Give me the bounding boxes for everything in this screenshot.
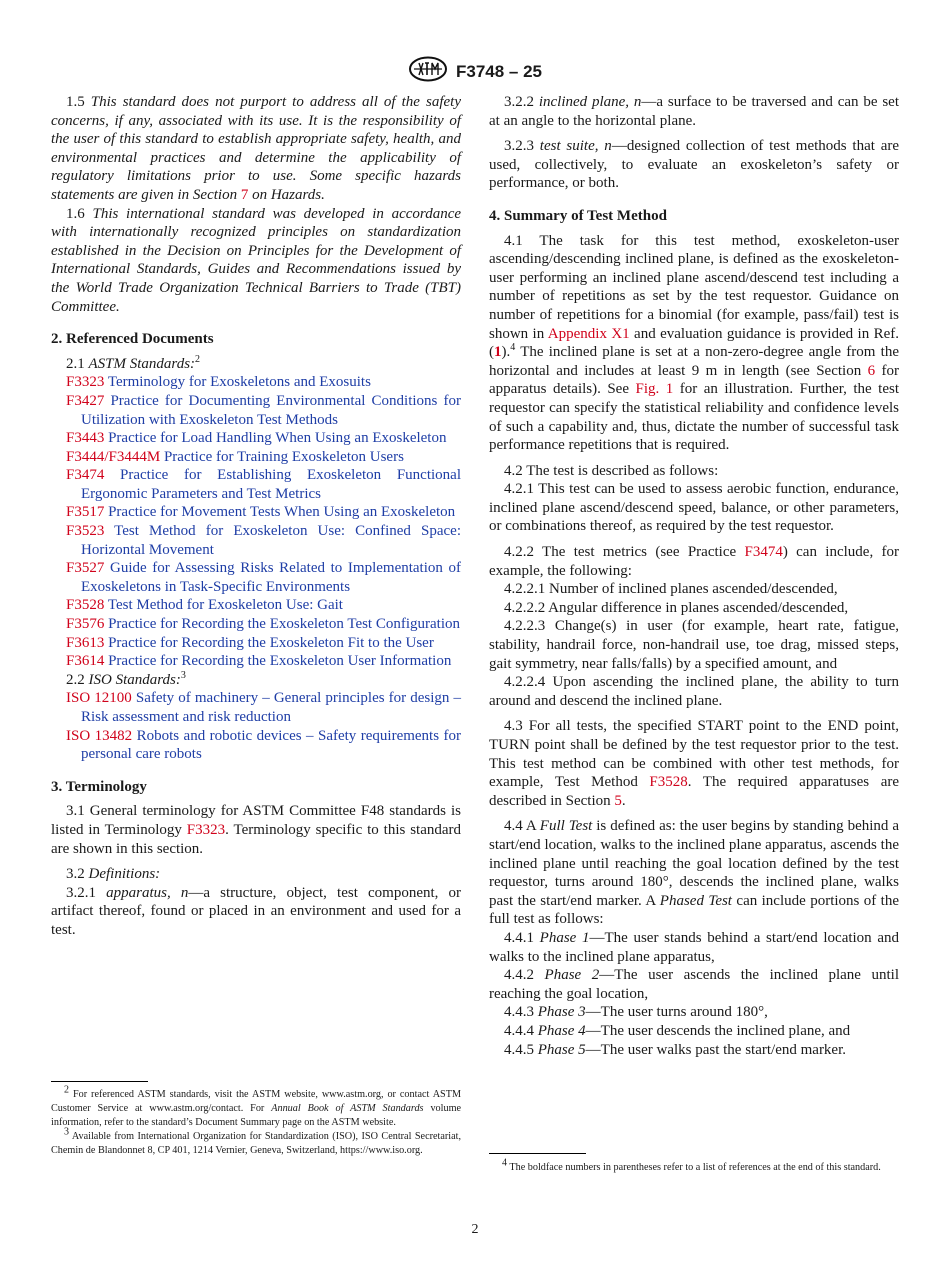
paragraph-4-3: 4.3 For all tests, the specified START point to the END point, TURN point shall be defined by the test requestor prior to the test. This test method can be combined with other test methods, for example, Test Method F3528. The required apparatuses are described in Section 5.: [489, 718, 900, 809]
paragraph-4-2-2-2: 4.2.2.2 Angular difference in planes ascended/descended,: [504, 599, 849, 616]
reference-item: [51, 429, 461, 448]
f3323-link[interactable]: F3323: [186, 821, 226, 838]
paragraph-3-2: 3.2 Definitions:: [66, 866, 161, 883]
f3528-link[interactable]: F3528: [649, 774, 688, 791]
phase-item: 4.4.3 Phase 3—The user turns around 180°,: [504, 1004, 768, 1021]
reference-code-link[interactable]: F3576: [66, 616, 105, 633]
reference-item: [51, 466, 461, 503]
section-7-link[interactable]: 7: [240, 186, 249, 203]
paragraph-3-2-3: 3.2.3 test suite, n—designed collection of test methods that are used, collectively, to evaluate an exoskeleton’s safety or performance, or both.: [489, 138, 900, 192]
reference-title-link[interactable]: Practice for Training Exoskeleton Users: [163, 448, 404, 465]
page-number: 2: [471, 1222, 479, 1237]
right-footnotes: [489, 1157, 899, 1175]
footnote-3: $^3$ Available from International Organization for Standardization (ISO), ISO Central Secretariat, Chemin de Blandonnet 8, CP 401, 1214 Vernier, Geneva, Switzerland, https://www.iso.org.: [51, 1126, 461, 1156]
phase-item: 4.4.2 Phase 2—The user ascends the inclined plane until reaching the goal location,: [489, 967, 899, 1002]
paragraph-4-4: 4.4 A Full Test is defined as: the user begins by standing behind a start/end location, walks to the inclined plane apparatus, ascends the inclined plane until reaching the goal location defined by the test requestor, turns around 180°, descends the inclined plane, walks past the start/end marker. A Phased Test can include portions of the full test as follows:: [489, 818, 900, 928]
reference-item: [51, 448, 461, 467]
reference-code-link[interactable]: F3517: [66, 504, 105, 521]
reference-code-link[interactable]: F3527: [66, 560, 105, 577]
phase-list: [489, 929, 899, 1059]
reference-item: [51, 727, 461, 764]
page-header: [0, 56, 950, 87]
paragraph-1-6: 1.6 This international standard was developed in accordance with internationally recognized principles on standardization established in the Decision on Principles for the Development of International Standards, Guides and Recommendations issued by the World Trade Organization Technical Barriers to Trade (TBT) Committee.: [51, 205, 462, 315]
paragraph-1-5: 1.5 This standard does not purport to address all of the safety concerns, if any, associated with its use. It is the responsibility of the user of this standard to establish appropriate safety, health, and environmental practices and determine the applicability of regulatory limitations prior to use. Some specific hazards statements are given in Section 7 on Hazards.: [51, 94, 461, 203]
paragraph-4-2-2: 4.2.2 The test metrics (see Practice F3474) can include, for example, the following:: [489, 544, 900, 579]
paragraph-4-1: 4.1 The task for this test method, exoskeleton-user ascending/descending inclined plane, is defined as the exoskeleton-user performing an inclined plane ascend/descend test including a number of repetitions as set by the test requestor. Guidance on number of repetitions for a binomial (for example, pass/fail) test is shown in Appendix X1 and evaluation guidance is provided in Ref. (1).$^4$ The inclined plane is set at a non-zero-degree angle from the horizontal and includes at least 9 m in length (see Section 6 for apparatus details). See Fig. 1 for an illustration. Further, the test requestor can specify the statistical reliability and confidence levels of such a capability and, thus, dictate the number of successful task performance repetitions that is required.: [489, 232, 900, 454]
reference-item: [51, 652, 461, 671]
phase-item: 4.4.5 Phase 5—The user walks past the start/end marker.: [504, 1041, 847, 1058]
reference-code-link[interactable]: F3427: [66, 392, 105, 409]
paragraph-2-2: 2.2 ISO Standards:$^3$: [66, 669, 186, 688]
paragraph-4-2-1: 4.2.1 This test can be used to assess aerobic function, endurance, inclined plane ascend/descend speed, balance, or other parameters, or combinations thereof, as required by the test requestor.: [489, 481, 899, 535]
astm-logo-icon: [408, 56, 448, 87]
reference-code-link[interactable]: F3444/F3444M: [66, 448, 161, 465]
reference-code-link[interactable]: F3613: [66, 634, 105, 651]
reference-title-link[interactable]: Practice for Load Handling When Using an Exoskeleton: [108, 430, 447, 447]
reference-code-link[interactable]: F3528: [66, 597, 105, 614]
reference-item: [51, 392, 461, 429]
paragraph-3-1: 3.1 General terminology for ASTM Committee F48 standards is listed in Terminology F3323. Terminology specific to this standard are shown in this section.: [51, 803, 462, 857]
reference-title-link[interactable]: Practice for Recording the Exoskeleton User Information: [108, 653, 452, 670]
paragraph-3-2-2: 3.2.2 inclined plane, n—a surface to be traversed and can be set at an angle to the horizontal plane.: [489, 94, 899, 129]
astm-reference-list: [51, 373, 461, 671]
reference-code-link[interactable]: F3523: [66, 523, 105, 540]
ref-1-link[interactable]: 1: [494, 344, 502, 361]
reference-item: [51, 373, 461, 392]
f3474-link[interactable]: F3474: [744, 544, 783, 561]
reference-item: [51, 522, 461, 559]
reference-code-link[interactable]: ISO 13482: [66, 727, 133, 744]
reference-title-link[interactable]: Practice for Documenting Environmental Conditions for Utilization with Exoskeleton Test Methods: [81, 392, 462, 428]
reference-title-link[interactable]: Safety of machinery – General principles for design – Risk assessment and risk reduction: [81, 690, 461, 725]
footnote-2: $^2$ For referenced ASTM standards, visit the ASTM website, www.astm.org, or contact ASTM Customer Service at www.astm.org/contact. For Annual Book of ASTM Standards volume information, refer to the standard’s Document Summary page on the ASTM website.: [51, 1084, 462, 1128]
reference-code-link[interactable]: F3614: [66, 653, 105, 670]
section-2-heading: 2. Referenced Documents: [51, 331, 214, 348]
left-footnotes: [51, 1084, 462, 1158]
reference-code-link[interactable]: ISO 12100: [66, 690, 132, 707]
left-column: [51, 93, 461, 940]
reference-item: [51, 615, 461, 634]
section-3-heading: 3. Terminology: [51, 778, 147, 795]
reference-title-link[interactable]: Test Method for Exoskeleton Use: Confined Space: Horizontal Movement: [81, 523, 461, 558]
reference-code-link[interactable]: F3474: [66, 467, 105, 484]
appendix-x1-link[interactable]: Appendix X1: [547, 325, 630, 342]
reference-title-link[interactable]: Test Method for Exoskeleton Use: Gait: [107, 597, 343, 614]
reference-item: [51, 634, 461, 653]
reference-item: [51, 596, 461, 615]
footnote-4: $^4$ The boldface numbers in parentheses refer to a list of references at the end of this standard.: [502, 1157, 881, 1173]
reference-code-link[interactable]: F3443: [66, 430, 105, 447]
section-5-link[interactable]: 5: [614, 792, 622, 809]
standard-number: F3748 – 25: [455, 61, 542, 81]
footnote-rule-left: [51, 1081, 148, 1082]
reference-title-link[interactable]: Guide for Assessing Risks Related to Implementation of Exoskeletons in Task-Specific Environments: [81, 560, 462, 595]
reference-title-link[interactable]: Terminology for Exoskeletons and Exosuits: [107, 374, 371, 391]
phase-item: 4.4.1 Phase 1—The user stands behind a start/end location and walks to the inclined plane apparatus,: [489, 929, 899, 965]
iso-reference-list: [51, 689, 461, 763]
reference-title-link[interactable]: Practice for Establishing Exoskeleton Functional Ergonomic Parameters and Test Metrics: [81, 467, 462, 502]
fig-1-link[interactable]: Fig. 1: [635, 381, 674, 398]
phase-item: 4.4.4 Phase 4—The user descends the inclined plane, and: [504, 1022, 851, 1039]
section-6-link[interactable]: 6: [867, 362, 876, 379]
reference-code-link[interactable]: F3323: [66, 374, 105, 391]
paragraph-3-2-1: 3.2.1 apparatus, n—a structure, object, test component, or artifact thereof, found or placed in an environment and used for a test.: [51, 884, 462, 938]
section-4-heading: 4. Summary of Test Method: [489, 207, 667, 224]
reference-item: [51, 559, 461, 596]
reference-title-link[interactable]: Practice for Movement Tests When Using an Exoskeleton: [108, 504, 456, 521]
reference-item: [51, 689, 461, 726]
paragraph-4-2-2-1: 4.2.2.1 Number of inclined planes ascended/descended,: [504, 581, 838, 598]
reference-title-link[interactable]: Practice for Recording the Exoskeleton Test Configuration: [108, 616, 461, 633]
reference-title-link[interactable]: Robots and robotic devices – Safety requirements for personal care robots: [81, 727, 461, 763]
footnote-rule-right: [489, 1153, 586, 1154]
right-column: [489, 93, 899, 1059]
paragraph-4-2-2-3: 4.2.2.3 Change(s) in user (for example, heart rate, fatigue, stability, handrail force, non-handrail use, toe drag, missed steps, gait symmetry, near falls/falls) by a specified amount, and: [489, 618, 899, 672]
paragraph-2-1: 2.1 ASTM Standards:$^2$: [66, 353, 201, 372]
paragraph-4-2: 4.2 The test is described as follows:: [504, 462, 719, 479]
reference-item: [51, 503, 461, 522]
paragraph-4-2-2-4: 4.2.2.4 Upon ascending the inclined plane, the ability to turn around and descend the inclined plane.: [489, 674, 899, 709]
reference-title-link[interactable]: Practice for Recording the Exoskeleton Fit to the User: [108, 634, 434, 651]
